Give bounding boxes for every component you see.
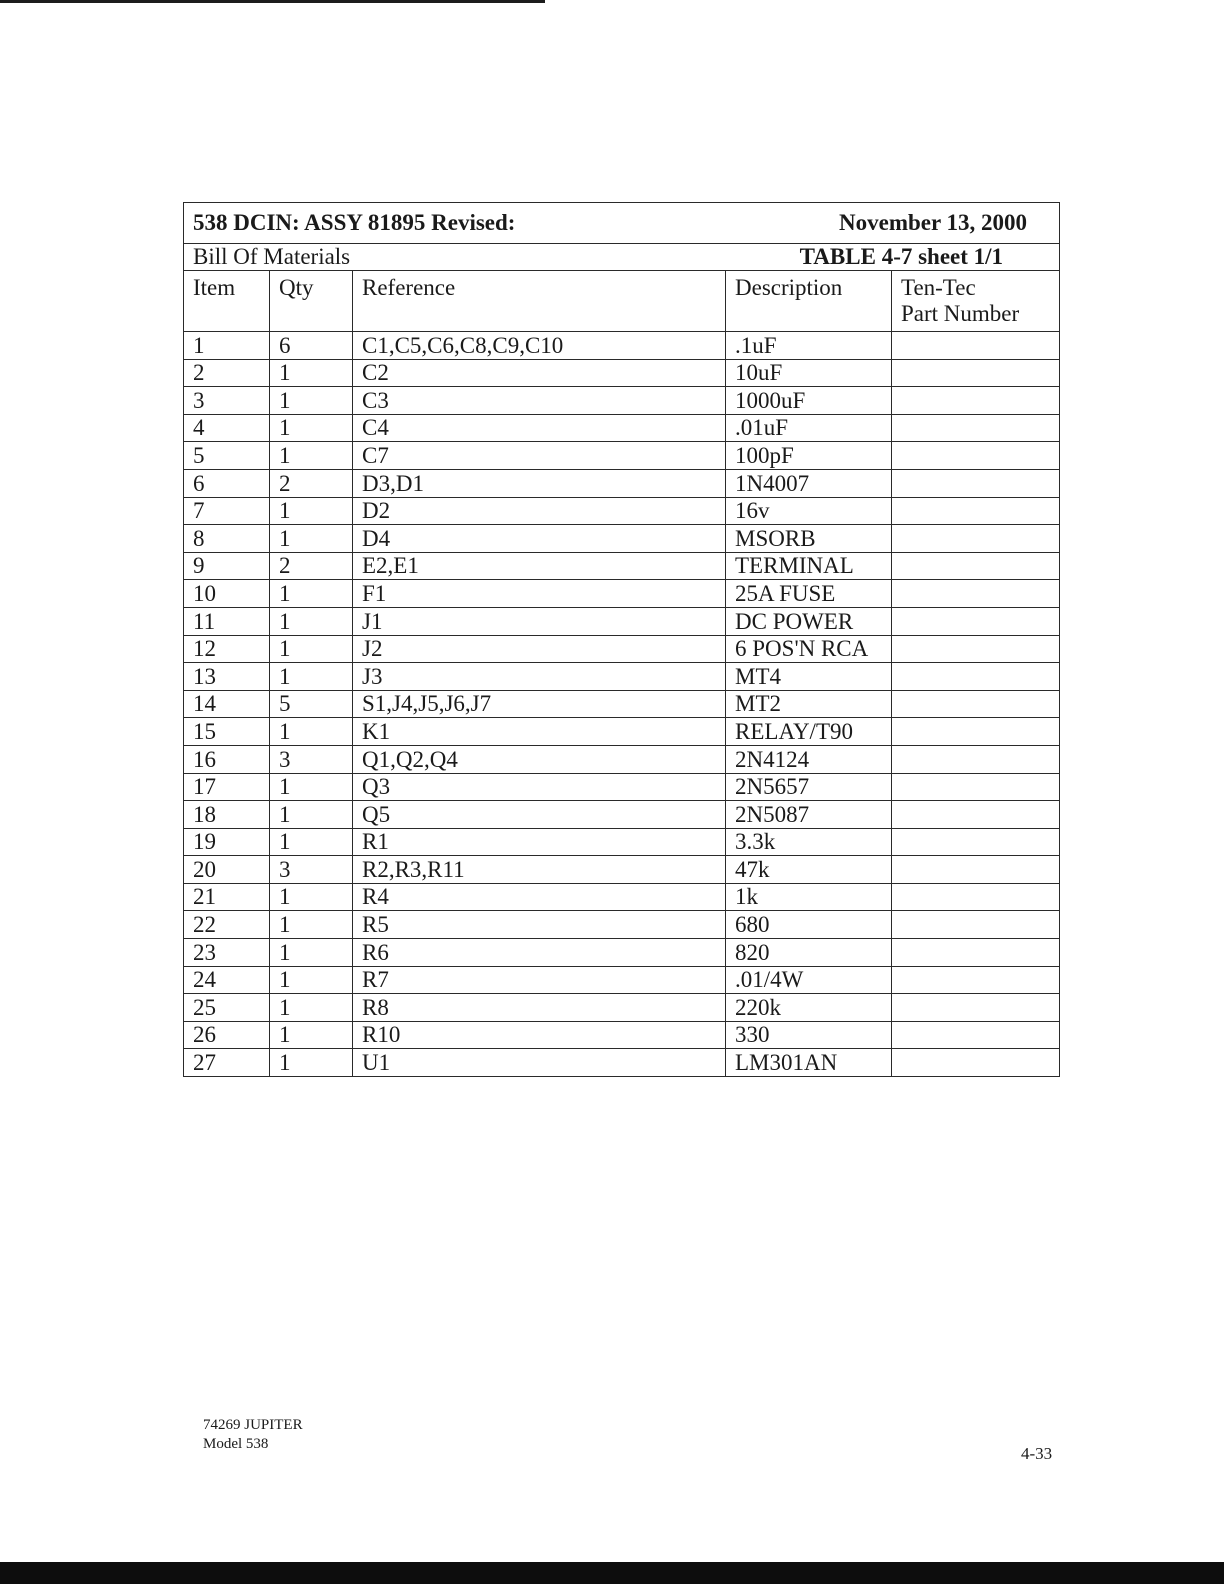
header-part-line1: Ten-Tec bbox=[901, 275, 976, 300]
cell-description: 220k bbox=[726, 994, 892, 1022]
bom-subtitle: Bill Of Materials bbox=[193, 244, 351, 269]
cell-description: TERMINAL bbox=[726, 552, 892, 580]
cell-qty: 1 bbox=[270, 359, 353, 387]
cell-qty: 1 bbox=[270, 773, 353, 801]
cell-item: 18 bbox=[184, 801, 270, 829]
cell-reference: C4 bbox=[353, 414, 726, 442]
cell-part bbox=[892, 828, 1060, 856]
cell-description: MT4 bbox=[726, 663, 892, 691]
cell-item: 12 bbox=[184, 635, 270, 663]
cell-description: 47k bbox=[726, 856, 892, 884]
cell-reference: J3 bbox=[353, 663, 726, 691]
header-qty: Qty bbox=[270, 271, 353, 332]
cell-qty: 6 bbox=[270, 332, 353, 360]
table-row bbox=[184, 359, 1060, 387]
cell-reference: C2 bbox=[353, 359, 726, 387]
table-row bbox=[184, 469, 1060, 497]
cell-item: 2 bbox=[184, 359, 270, 387]
title-row bbox=[184, 203, 1060, 244]
cell-qty: 1 bbox=[270, 525, 353, 553]
table-row bbox=[184, 828, 1060, 856]
table-row bbox=[184, 387, 1060, 415]
cell-part bbox=[892, 856, 1060, 884]
cell-description: 1k bbox=[726, 883, 892, 911]
cell-qty: 1 bbox=[270, 1021, 353, 1049]
table-row bbox=[184, 994, 1060, 1022]
cell-item: 21 bbox=[184, 883, 270, 911]
cell-qty: 1 bbox=[270, 828, 353, 856]
cell-item: 7 bbox=[184, 497, 270, 525]
cell-reference: R5 bbox=[353, 911, 726, 939]
cell-part bbox=[892, 442, 1060, 470]
cell-item: 15 bbox=[184, 718, 270, 746]
table-row bbox=[184, 525, 1060, 553]
top-rule bbox=[0, 0, 545, 3]
cell-reference: Q1,Q2,Q4 bbox=[353, 745, 726, 773]
cell-qty: 3 bbox=[270, 745, 353, 773]
cell-description: 100pF bbox=[726, 442, 892, 470]
cell-part bbox=[892, 414, 1060, 442]
table-row bbox=[184, 718, 1060, 746]
cell-qty: 1 bbox=[270, 718, 353, 746]
cell-part bbox=[892, 607, 1060, 635]
header-part-line2: Part Number bbox=[901, 301, 1020, 326]
cell-reference: Q3 bbox=[353, 773, 726, 801]
cell-description: 25A FUSE bbox=[726, 580, 892, 608]
cell-reference: R4 bbox=[353, 883, 726, 911]
table-row bbox=[184, 635, 1060, 663]
cell-part bbox=[892, 994, 1060, 1022]
cell-description: .01/4W bbox=[726, 966, 892, 994]
cell-description: DC POWER bbox=[726, 607, 892, 635]
cell-qty: 1 bbox=[270, 414, 353, 442]
table-row bbox=[184, 883, 1060, 911]
cell-reference: K1 bbox=[353, 718, 726, 746]
cell-description: 1000uF bbox=[726, 387, 892, 415]
cell-description: 680 bbox=[726, 911, 892, 939]
cell-reference: D2 bbox=[353, 497, 726, 525]
cell-item: 9 bbox=[184, 552, 270, 580]
revision-date: November 13, 2000 bbox=[839, 210, 1028, 235]
cell-reference: R2,R3,R11 bbox=[353, 856, 726, 884]
cell-description: 330 bbox=[726, 1021, 892, 1049]
cell-description: 6 POS'N RCA bbox=[726, 635, 892, 663]
cell-part bbox=[892, 690, 1060, 718]
cell-part bbox=[892, 911, 1060, 939]
cell-description: 2N5087 bbox=[726, 801, 892, 829]
cell-part bbox=[892, 745, 1060, 773]
assembly-title: 538 DCIN: ASSY 81895 Revised: bbox=[193, 210, 516, 235]
subtitle-cell bbox=[184, 244, 1060, 271]
cell-qty: 1 bbox=[270, 663, 353, 691]
cell-qty: 1 bbox=[270, 497, 353, 525]
cell-reference: J1 bbox=[353, 607, 726, 635]
table-row bbox=[184, 414, 1060, 442]
cell-item: 22 bbox=[184, 911, 270, 939]
header-description: Description bbox=[726, 271, 892, 332]
cell-reference: C1,C5,C6,C8,C9,C10 bbox=[353, 332, 726, 360]
footer-line1: 74269 JUPITER bbox=[203, 1417, 303, 1433]
cell-qty: 1 bbox=[270, 966, 353, 994]
cell-part bbox=[892, 663, 1060, 691]
table-row bbox=[184, 911, 1060, 939]
cell-part bbox=[892, 1021, 1060, 1049]
cell-part bbox=[892, 332, 1060, 360]
table-row bbox=[184, 497, 1060, 525]
cell-qty: 1 bbox=[270, 801, 353, 829]
cell-description: .1uF bbox=[726, 332, 892, 360]
cell-part bbox=[892, 883, 1060, 911]
table-row bbox=[184, 663, 1060, 691]
cell-item: 23 bbox=[184, 939, 270, 967]
cell-item: 26 bbox=[184, 1021, 270, 1049]
cell-reference: R6 bbox=[353, 939, 726, 967]
cell-qty: 1 bbox=[270, 580, 353, 608]
cell-qty: 5 bbox=[270, 690, 353, 718]
cell-part bbox=[892, 773, 1060, 801]
cell-reference: E2,E1 bbox=[353, 552, 726, 580]
cell-reference: C7 bbox=[353, 442, 726, 470]
cell-part bbox=[892, 718, 1060, 746]
header-part-number bbox=[892, 271, 1060, 332]
table-row bbox=[184, 856, 1060, 884]
cell-reference: R8 bbox=[353, 994, 726, 1022]
cell-item: 25 bbox=[184, 994, 270, 1022]
cell-part bbox=[892, 939, 1060, 967]
cell-item: 27 bbox=[184, 1049, 270, 1077]
table-row bbox=[184, 552, 1060, 580]
title-cell bbox=[184, 203, 1060, 244]
table-row bbox=[184, 442, 1060, 470]
cell-item: 16 bbox=[184, 745, 270, 773]
cell-description: 10uF bbox=[726, 359, 892, 387]
cell-item: 24 bbox=[184, 966, 270, 994]
cell-qty: 1 bbox=[270, 939, 353, 967]
cell-description: 2N5657 bbox=[726, 773, 892, 801]
cell-description: MSORB bbox=[726, 525, 892, 553]
cell-description: 2N4124 bbox=[726, 745, 892, 773]
cell-qty: 1 bbox=[270, 442, 353, 470]
cell-description: RELAY/T90 bbox=[726, 718, 892, 746]
cell-item: 20 bbox=[184, 856, 270, 884]
subtitle-row bbox=[184, 244, 1060, 271]
cell-part bbox=[892, 635, 1060, 663]
cell-item: 1 bbox=[184, 332, 270, 360]
cell-qty: 1 bbox=[270, 883, 353, 911]
header-item: Item bbox=[184, 271, 270, 332]
table-row bbox=[184, 332, 1060, 360]
cell-item: 3 bbox=[184, 387, 270, 415]
cell-part bbox=[892, 525, 1060, 553]
table-row bbox=[184, 801, 1060, 829]
table-row bbox=[184, 773, 1060, 801]
table-reference: TABLE 4-7 sheet 1/1 bbox=[799, 244, 1004, 269]
cell-qty: 1 bbox=[270, 1049, 353, 1077]
cell-qty: 1 bbox=[270, 994, 353, 1022]
cell-reference: C3 bbox=[353, 387, 726, 415]
column-header-row bbox=[184, 271, 1060, 332]
cell-description: 820 bbox=[726, 939, 892, 967]
table-row bbox=[184, 690, 1060, 718]
table-row bbox=[184, 745, 1060, 773]
footer-line2: Model 538 bbox=[203, 1436, 269, 1452]
cell-reference: S1,J4,J5,J6,J7 bbox=[353, 690, 726, 718]
cell-part bbox=[892, 469, 1060, 497]
cell-reference: F1 bbox=[353, 580, 726, 608]
cell-item: 10 bbox=[184, 580, 270, 608]
cell-description: 16v bbox=[726, 497, 892, 525]
table-row bbox=[184, 607, 1060, 635]
cell-reference: Q5 bbox=[353, 801, 726, 829]
cell-part bbox=[892, 387, 1060, 415]
cell-part bbox=[892, 359, 1060, 387]
cell-item: 13 bbox=[184, 663, 270, 691]
cell-description: MT2 bbox=[726, 690, 892, 718]
cell-item: 6 bbox=[184, 469, 270, 497]
table-row bbox=[184, 1021, 1060, 1049]
cell-part bbox=[892, 801, 1060, 829]
cell-reference: R10 bbox=[353, 1021, 726, 1049]
cell-item: 4 bbox=[184, 414, 270, 442]
bill-of-materials-table bbox=[183, 202, 1060, 1077]
cell-description: 3.3k bbox=[726, 828, 892, 856]
footer-model-info bbox=[203, 1416, 303, 1454]
cell-description: .01uF bbox=[726, 414, 892, 442]
cell-description: 1N4007 bbox=[726, 469, 892, 497]
cell-item: 17 bbox=[184, 773, 270, 801]
cell-part bbox=[892, 966, 1060, 994]
cell-item: 8 bbox=[184, 525, 270, 553]
cell-reference: R1 bbox=[353, 828, 726, 856]
cell-qty: 1 bbox=[270, 607, 353, 635]
cell-part bbox=[892, 497, 1060, 525]
cell-part bbox=[892, 580, 1060, 608]
page-number: 4-33 bbox=[1021, 1444, 1053, 1463]
cell-item: 14 bbox=[184, 690, 270, 718]
cell-qty: 2 bbox=[270, 552, 353, 580]
cell-reference: D4 bbox=[353, 525, 726, 553]
cell-qty: 3 bbox=[270, 856, 353, 884]
cell-item: 11 bbox=[184, 607, 270, 635]
cell-item: 19 bbox=[184, 828, 270, 856]
cell-qty: 2 bbox=[270, 469, 353, 497]
table-row bbox=[184, 580, 1060, 608]
cell-part bbox=[892, 552, 1060, 580]
cell-item: 5 bbox=[184, 442, 270, 470]
cell-qty: 1 bbox=[270, 387, 353, 415]
cell-reference: U1 bbox=[353, 1049, 726, 1077]
table-row bbox=[184, 1049, 1060, 1077]
cell-reference: R7 bbox=[353, 966, 726, 994]
cell-qty: 1 bbox=[270, 635, 353, 663]
table-row bbox=[184, 939, 1060, 967]
cell-reference: J2 bbox=[353, 635, 726, 663]
header-reference: Reference bbox=[353, 271, 726, 332]
table-row bbox=[184, 966, 1060, 994]
cell-reference: D3,D1 bbox=[353, 469, 726, 497]
cell-part bbox=[892, 1049, 1060, 1077]
cell-description: LM301AN bbox=[726, 1049, 892, 1077]
cell-qty: 1 bbox=[270, 911, 353, 939]
bottom-scan-edge bbox=[0, 1562, 1224, 1584]
